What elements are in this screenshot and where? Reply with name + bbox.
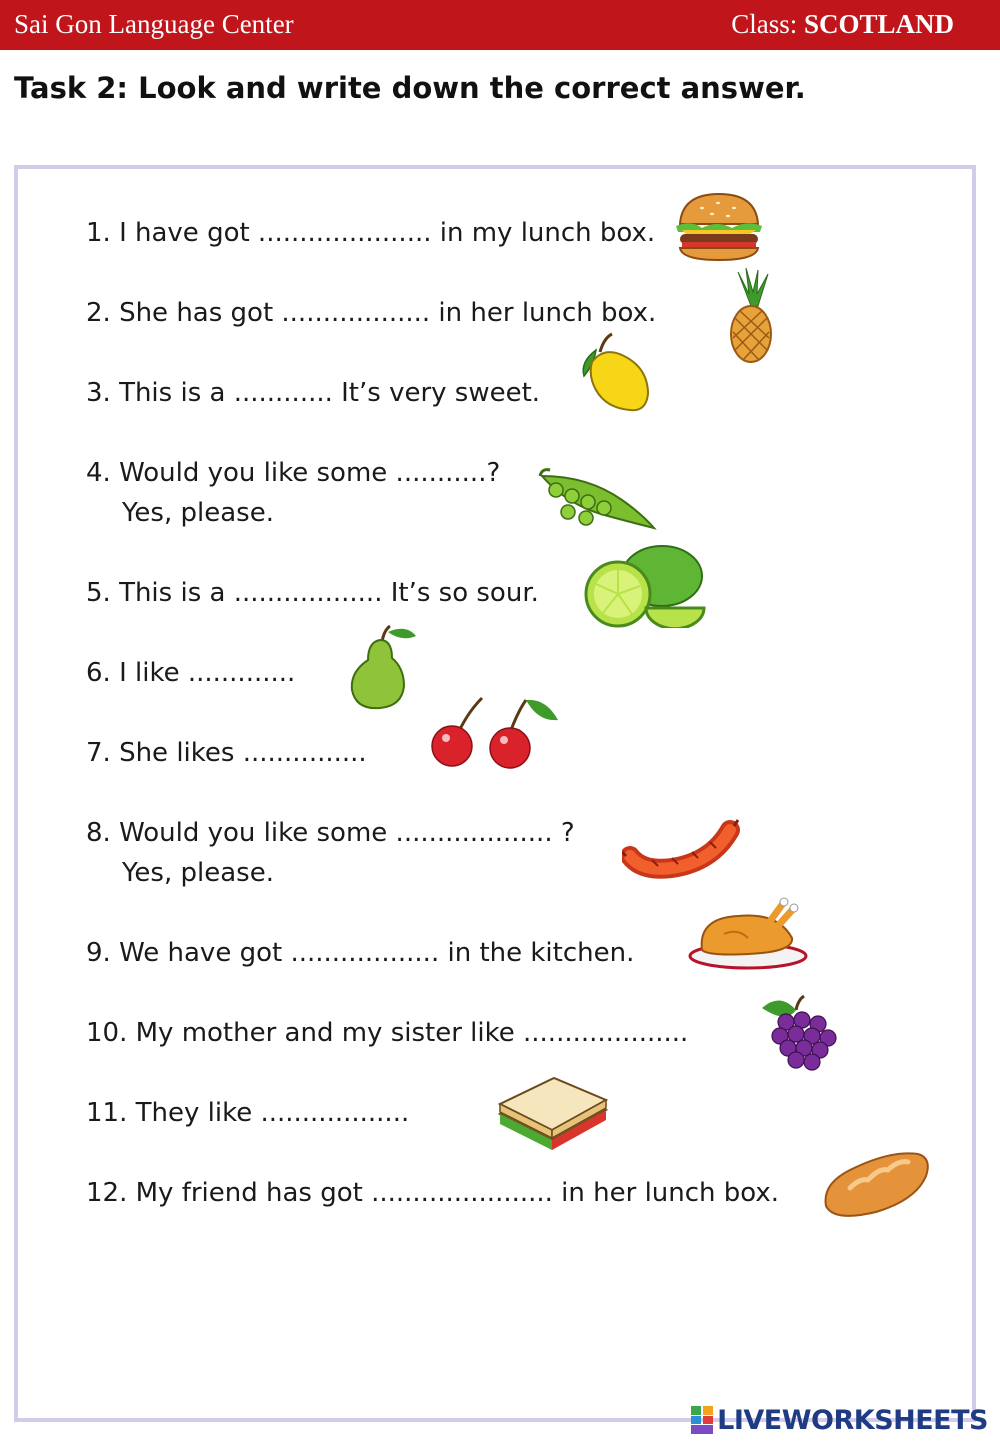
question-text: 6. I like ............. xyxy=(86,658,296,688)
mango-icon xyxy=(574,332,652,414)
question-text: 8. Would you like some ................... ? xyxy=(86,818,575,848)
question-12 xyxy=(86,1173,779,1213)
question-answer-line: Yes, please. xyxy=(122,498,274,528)
question-text: 9. We have got .................. in the kitchen. xyxy=(86,938,635,968)
question-text: 2. She has got .................. in her lunch box. xyxy=(86,298,657,328)
task-title: Task 2: Look and write down the correct answer. xyxy=(14,71,806,105)
question-text: 4. Would you like some ...........? xyxy=(86,458,501,488)
class-name: SCOTLAND xyxy=(803,9,954,39)
question-text: 5. This is a .................. It’s so sour. xyxy=(86,578,539,608)
header-bar xyxy=(0,0,1000,50)
question-text: 11. They like .................. xyxy=(86,1098,410,1128)
question-text: 3. This is a ............ It’s very sweet. xyxy=(86,378,541,408)
sausage-icon xyxy=(622,816,744,886)
pineapple-icon xyxy=(724,266,778,364)
question-6 xyxy=(86,653,295,693)
peas-icon xyxy=(538,466,658,532)
question-8 xyxy=(86,813,575,893)
roast-chicken-icon xyxy=(688,894,808,970)
class-info xyxy=(731,9,954,40)
worksheet-frame xyxy=(14,165,976,1422)
question-5 xyxy=(86,573,539,613)
bread-icon xyxy=(820,1144,932,1220)
question-4 xyxy=(86,453,500,533)
lime-icon xyxy=(582,542,712,628)
hamburger-icon xyxy=(672,190,766,262)
grapes-icon xyxy=(756,994,842,1078)
question-2 xyxy=(86,293,656,333)
question-text: 7. She likes ............... xyxy=(86,738,367,768)
question-10 xyxy=(86,1013,688,1053)
question-answer-line: Yes, please. xyxy=(122,858,274,888)
question-text: 10. My mother and my sister like .................... xyxy=(86,1018,689,1048)
question-9 xyxy=(86,933,634,973)
question-text: 12. My friend has got ...................... in her lunch box. xyxy=(86,1178,780,1208)
question-1 xyxy=(86,213,655,253)
pear-icon xyxy=(344,622,420,712)
question-11 xyxy=(86,1093,409,1133)
cherries-icon xyxy=(426,694,562,772)
liveworksheets-logo-icon xyxy=(691,1406,713,1434)
sandwich-icon xyxy=(496,1070,610,1152)
liveworksheets-logo xyxy=(691,1404,988,1436)
question-3 xyxy=(86,373,540,413)
center-name: Sai Gon Language Center xyxy=(14,9,294,39)
class-label: Class: xyxy=(731,9,798,39)
logo-text: LIVEWORKSHEETS xyxy=(717,1404,988,1436)
question-text: 1. I have got ..................... in my lunch box. xyxy=(86,218,656,248)
question-7 xyxy=(86,733,367,773)
